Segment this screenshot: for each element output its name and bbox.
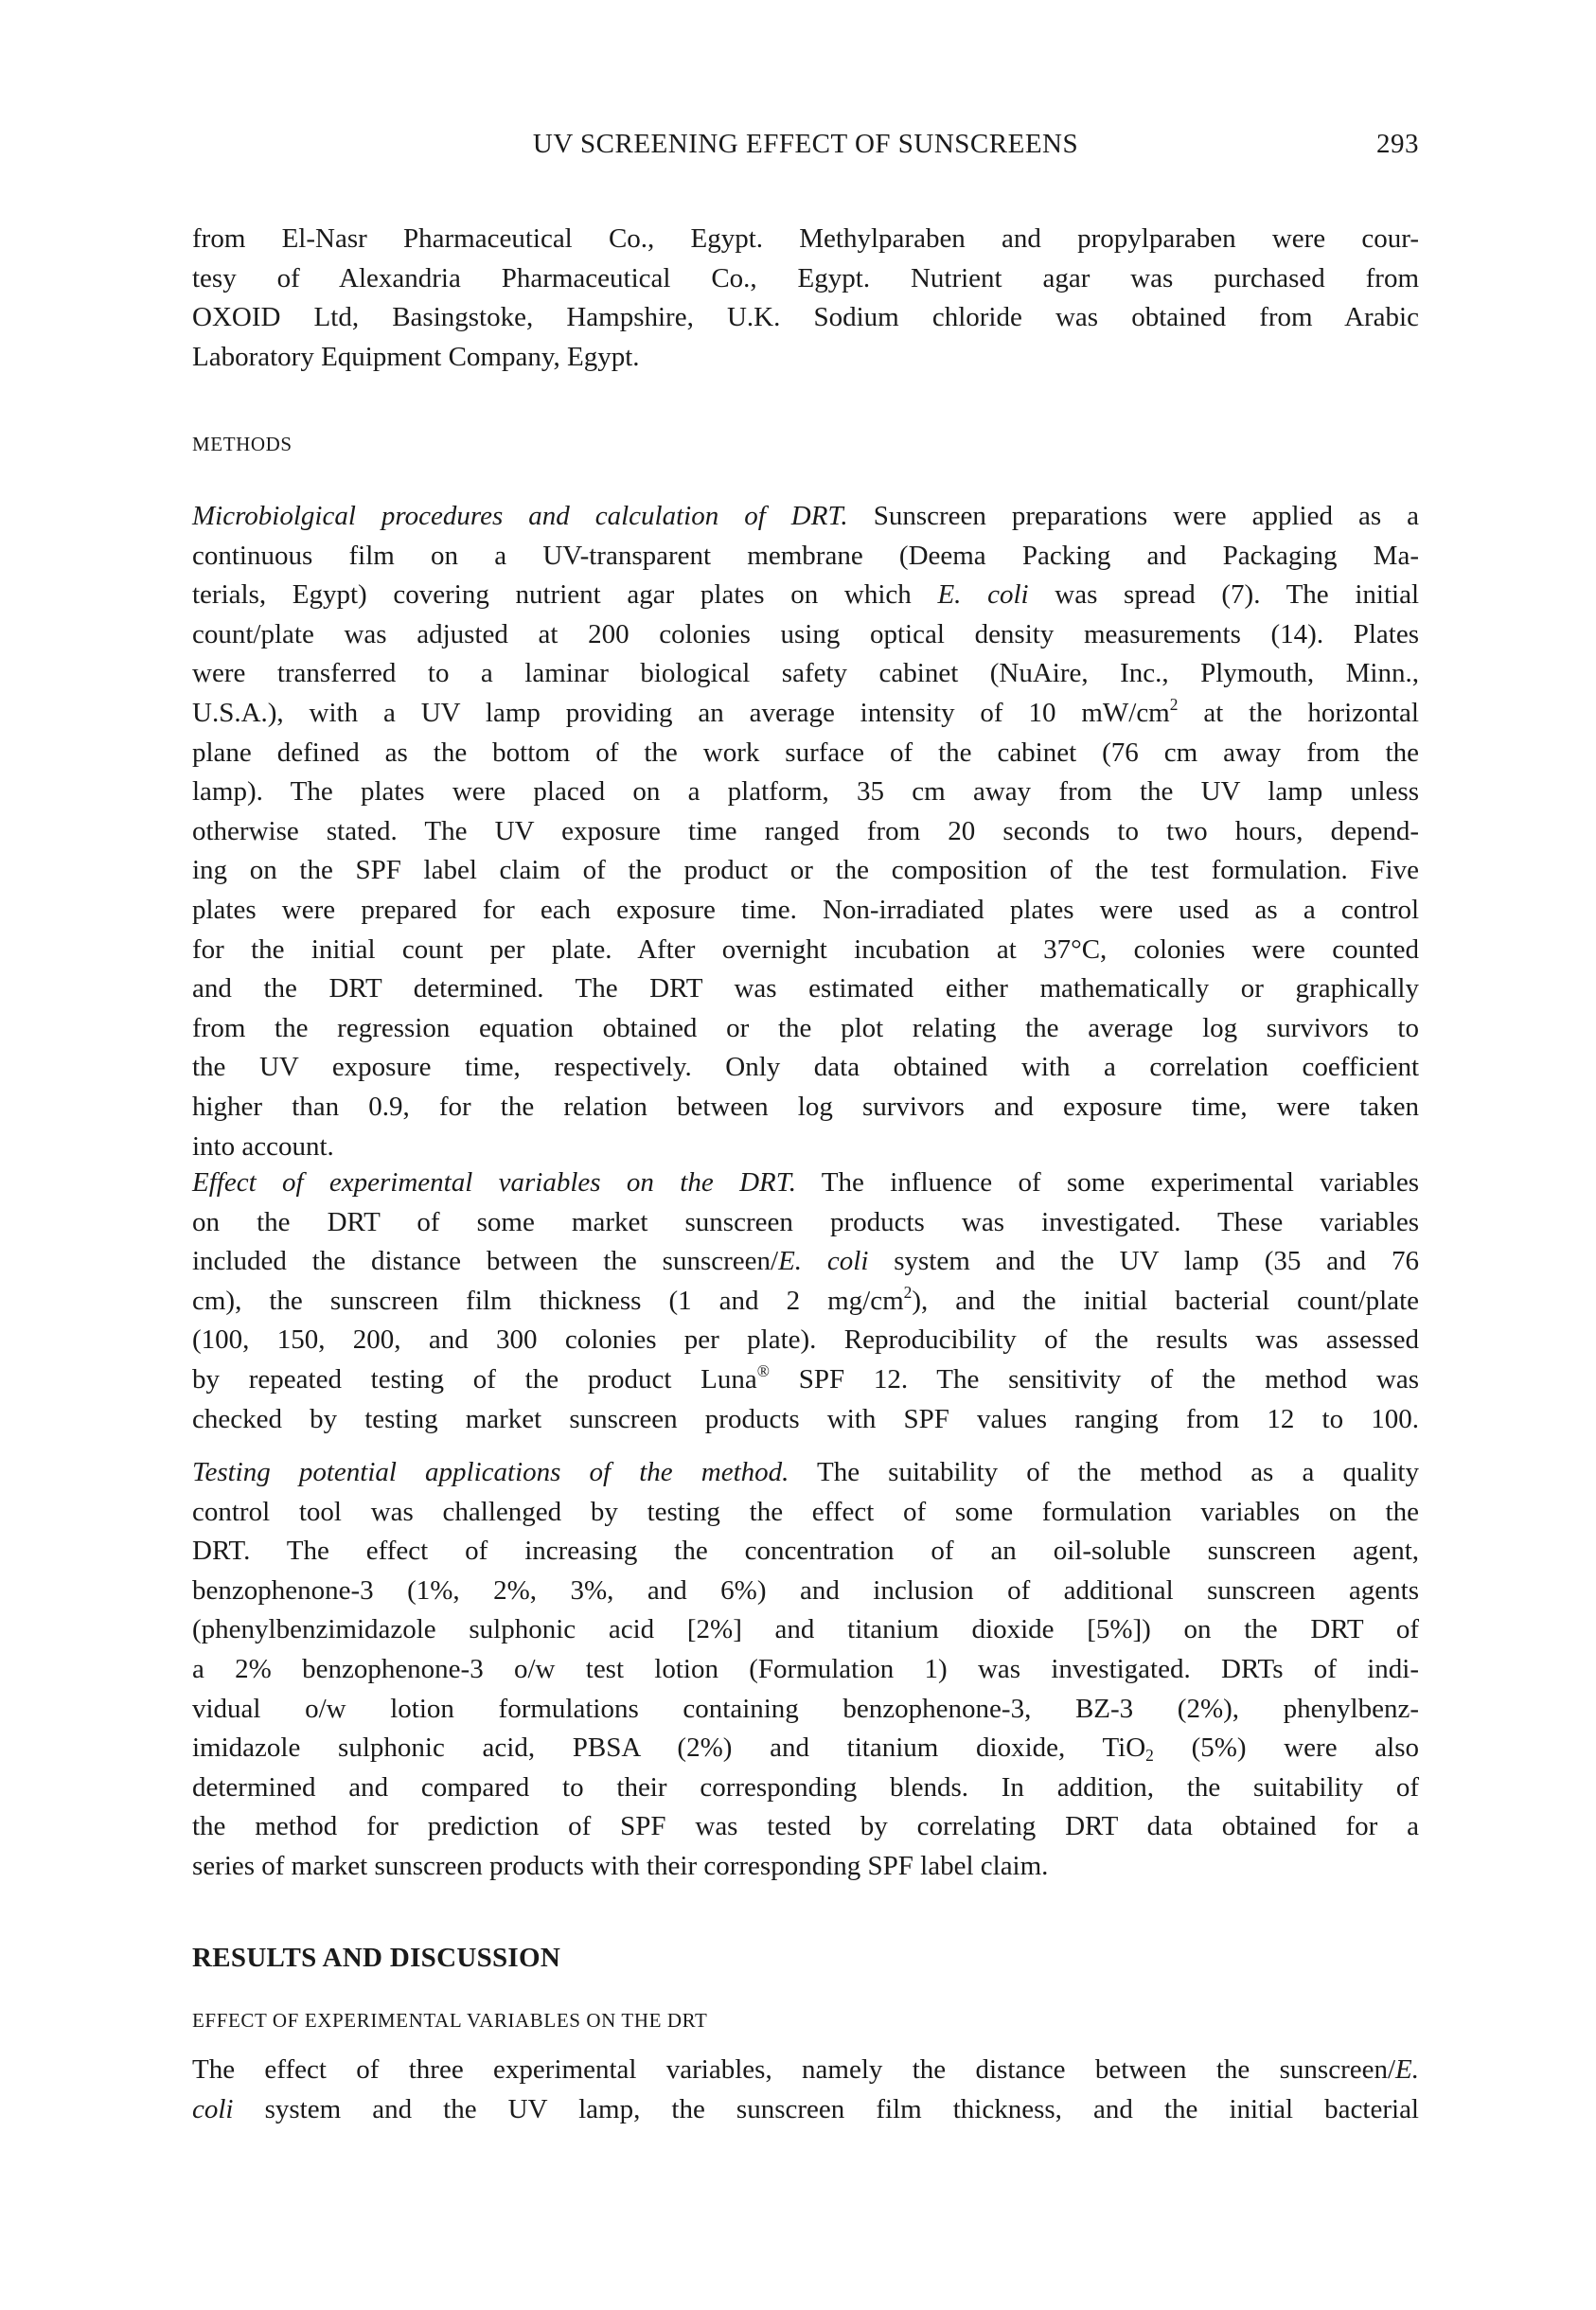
text-line: series of market sunscreen products with their corresponding SPF label claim. xyxy=(192,1850,1049,1881)
italic-text: E. xyxy=(1395,2054,1419,2085)
text-segment: (5%) were also xyxy=(1153,1732,1420,1764)
text-segment: cm), the sunscreen film thickness (1 and 2 mg/cm xyxy=(192,1285,904,1316)
text-segment: included the distance between the sunscreen/ xyxy=(192,1246,779,1277)
text-segment: by repeated testing of the product Luna xyxy=(192,1363,757,1395)
text-segment: Sunscreen preparations were applied as a xyxy=(847,501,1419,531)
sup-text: 2 xyxy=(903,1282,913,1302)
text-line: otherwise stated. The UV exposure time ranged from 20 seconds to two hours, depend- xyxy=(192,815,1419,846)
text-line: plane defined as the bottom of the work surface of the cabinet (76 cm away from the xyxy=(192,737,1419,768)
text-line: on the DRT of some market sunscreen products was investigated. These variables xyxy=(192,1206,1419,1237)
italic-text: E. coli xyxy=(778,1246,869,1277)
section-heading-methods: METHODS xyxy=(192,433,293,455)
text-line xyxy=(192,2051,1419,2090)
text-line: the UV exposure time, respectively. Only data obtained with a correlation coefficient xyxy=(192,1052,1419,1083)
text-segment: imidazole sulphonic acid, PBSA (2%) and titanium dioxide, TiO xyxy=(192,1732,1146,1764)
text-line xyxy=(192,1453,1419,1493)
text-line: benzophenone-3 (1%, 2%, 3%, and 6%) and inclusion of additional sunscreen agents xyxy=(192,1574,1419,1606)
text-line: lamp). The plates were placed on a platform, 35 cm away from the UV lamp unless xyxy=(192,776,1419,808)
text-segment: at the horizontal xyxy=(1178,697,1419,728)
text-segment: The influence of some experimental variables xyxy=(795,1167,1419,1198)
text-line xyxy=(192,1242,1419,1282)
text-line: from the regression equation obtained or the plot relating the average log survivors to xyxy=(192,1012,1419,1043)
text-line: higher than 0.9, for the relation between log survivors and exposure time, were taken xyxy=(192,1091,1419,1122)
text-line: control tool was challenged by testing the effect of some formulation variables on the xyxy=(192,1496,1419,1527)
text-segment: terials, Egypt) covering nutrient agar plates on which xyxy=(192,579,938,611)
text-line xyxy=(192,576,1419,615)
text-segment: ), and the initial bacterial count/plate xyxy=(912,1285,1419,1316)
text-line: determined and compared to their corresponding blends. In addition, the suitability of xyxy=(192,1771,1419,1803)
section-heading-results: RESULTS AND DISCUSSION xyxy=(192,1943,561,1973)
text-line xyxy=(192,1729,1419,1768)
text-line xyxy=(192,2090,1419,2130)
text-line: (100, 150, 200, and 300 colonies per plate). Reproducibility of the results was assessed xyxy=(192,1324,1419,1356)
text-line: were transferred to a laminar biological safety cabinet (NuAire, Inc., Plymouth, Minn., xyxy=(192,658,1419,689)
text-line xyxy=(192,694,1419,734)
sub-text: 2 xyxy=(1145,1746,1154,1766)
running-title: UV SCREENING EFFECT OF SUNSCREENS xyxy=(532,129,1079,159)
italic-text: coli xyxy=(192,2093,234,2124)
italic-text: E. coli xyxy=(937,579,1029,611)
text-line: plates were prepared for each exposure time. Non-irradiated plates were used as a control xyxy=(192,894,1419,925)
paragraph-potential-applications xyxy=(192,1453,1419,1887)
text-line: Laboratory Equipment Company, Egypt. xyxy=(192,341,640,372)
paragraph-results-intro xyxy=(192,2051,1419,2129)
text-line: DRT. The effect of increasing the concentration of an oil-soluble sunscreen agent, xyxy=(192,1536,1419,1567)
text-segment: system and the UV lamp, the sunscreen film thickness, and the initial bacterial xyxy=(233,2093,1419,2124)
text-line: (phenylbenzimidazole sulphonic acid [2%] and titanium dioxide [5%]) on the DRT of xyxy=(192,1614,1419,1645)
text-line: for the initial count per plate. After overnight incubation at 37°C, colonies were counted xyxy=(192,933,1419,965)
text-segment: U.S.A.), with a UV lamp providing an average intensity of 10 mW/cm xyxy=(192,697,1170,728)
paragraph-materials-end xyxy=(192,220,1419,377)
text-line: continuous film on a UV-transparent membrane (Deema Packing and Packaging Ma- xyxy=(192,540,1419,571)
paragraph-microbiological-procedures xyxy=(192,497,1419,1166)
text-line: a 2% benzophenone-3 o/w test lotion (Formulation 1) was investigated. DRTs of indi- xyxy=(192,1653,1419,1684)
text-segment: was spread (7). The initial xyxy=(1028,579,1420,611)
italic-text: Testing potential applications of the method. xyxy=(192,1457,789,1487)
text-line: from El-Nasr Pharmaceutical Co., Egypt. Methylparaben and propylparaben were cour- xyxy=(192,223,1419,254)
subsection-heading-experimental-variables: EFFECT OF EXPERIMENTAL VARIABLES ON THE DRT xyxy=(192,2009,708,2032)
text-line: into account. xyxy=(192,1130,334,1162)
text-line xyxy=(192,1282,1419,1322)
text-line xyxy=(192,497,1419,537)
italic-text: Microbiolgical procedures and calculation of DRT. xyxy=(192,501,848,531)
text-line: tesy of Alexandria Pharmaceutical Co., Egypt. Nutrient agar was purchased from xyxy=(192,262,1419,293)
text-line: ing on the SPF label claim of the product or the composition of the test formulation. Five xyxy=(192,855,1419,886)
text-line xyxy=(192,1164,1419,1203)
text-segment: The suitability of the method as a quality xyxy=(789,1457,1419,1487)
text-line: the method for prediction of SPF was tested by correlating DRT data obtained for a xyxy=(192,1811,1419,1842)
page-number: 293 xyxy=(1376,129,1419,159)
text-line: vidual o/w lotion formulations containing benzophenone-3, BZ-3 (2%), phenylbenz- xyxy=(192,1693,1419,1724)
text-line: count/plate was adjusted at 200 colonies using optical density measurements (14). Plates xyxy=(192,618,1419,649)
text-line: and the DRT determined. The DRT was estimated either mathematically or graphically xyxy=(192,973,1419,1004)
text-segment: system and the UV lamp (35 and 76 xyxy=(868,1246,1420,1277)
text-segment: SPF 12. The sensitivity of the method was xyxy=(769,1363,1419,1395)
text-line: checked by testing market sunscreen products with SPF values ranging from 12 to 100. xyxy=(192,1403,1419,1434)
text-line: OXOID Ltd, Basingstoke, Hampshire, U.K. Sodium chloride was obtained from Arabic xyxy=(192,302,1419,333)
text-line xyxy=(192,1360,1419,1400)
italic-text: Effect of experimental variables on the DRT. xyxy=(192,1167,796,1198)
sup-text: ® xyxy=(756,1360,770,1380)
sup-text: 2 xyxy=(1169,694,1179,714)
paragraph-experimental-variables xyxy=(192,1164,1419,1439)
text-segment: The effect of three experimental variables, namely the distance between the sunscreen/ xyxy=(192,2054,1396,2085)
